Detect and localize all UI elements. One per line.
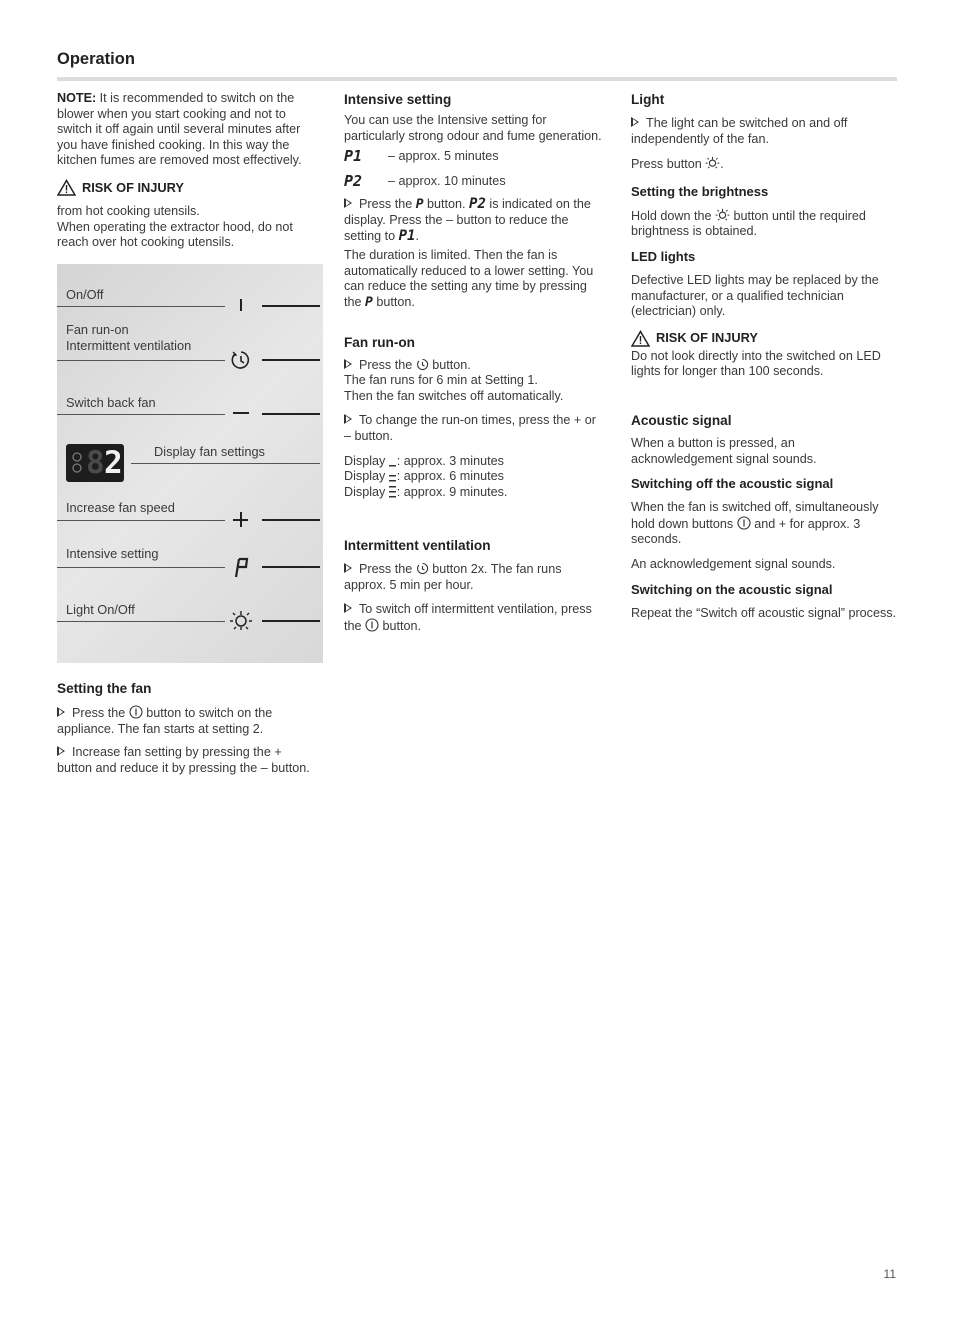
runon-1b: button.	[428, 357, 471, 372]
p2-code: P2	[344, 171, 363, 190]
display-timer-icon	[71, 451, 83, 475]
interm-title: Intermittent ventilation	[344, 538, 491, 554]
panel-label-intensive: Intensive setting	[66, 546, 159, 561]
runon-2: The fan runs for 6 min at Setting 1.	[344, 373, 538, 388]
warning-text-1: from hot cooking utensils.	[57, 203, 200, 218]
step-arrow-icon	[344, 603, 352, 613]
light-2b: .	[720, 157, 724, 172]
press-p-c: is indicated on the display. Press the – button to reduce the setting to	[344, 197, 591, 243]
step-arrow-icon	[631, 117, 639, 127]
p1-text: – approx. 5 minutes	[388, 149, 499, 164]
step-arrow-icon	[344, 359, 352, 369]
warning-title: RISK OF INJURY	[82, 179, 184, 195]
light-icon	[705, 155, 720, 170]
display-word: Display	[344, 469, 389, 484]
panel-line	[57, 414, 225, 415]
minus-button-icon[interactable]	[233, 412, 249, 414]
runon-1a: Press the	[359, 357, 416, 372]
acoustic-off-text	[631, 500, 897, 548]
interm-1a: Press the	[359, 562, 416, 577]
display-line-2	[344, 469, 604, 485]
p2-text: – approx. 10 minutes	[388, 173, 506, 188]
led-text: Defective LED lights may be replaced by the manufacturer, or a qualified technician (electrician) only.	[631, 272, 879, 319]
runon-3: Then the fan switches off automatically.	[344, 388, 564, 403]
display-indicator-icons	[71, 451, 83, 475]
display-seg-2-icon	[389, 470, 397, 482]
column-3	[631, 91, 897, 621]
note-paragraph	[57, 91, 319, 169]
warning-text-2: When operating the extractor hood, do not reach over hot cooking utensils.	[57, 219, 293, 250]
p1-row	[344, 149, 604, 165]
page-title: Operation	[57, 50, 135, 68]
step-arrow-icon	[57, 746, 65, 756]
panel-line-dark	[262, 620, 320, 622]
press-p-a: Press the	[359, 197, 416, 212]
fan-display	[66, 444, 124, 482]
panel-label-light: Light On/Off	[66, 602, 135, 617]
setting-fan-step-2	[57, 745, 319, 776]
runon-title: Fan run-on	[344, 334, 415, 350]
interm-step-2	[344, 602, 604, 634]
display-word: Display	[344, 484, 389, 499]
interm-step-1	[344, 562, 604, 593]
p2-code-inline: P2	[469, 196, 486, 213]
runon-step-4	[344, 413, 604, 444]
setting-fan-title: Setting the fan	[57, 681, 152, 696]
display-digit: 2	[104, 445, 123, 481]
panel-line-dark	[262, 519, 320, 521]
acoustic-title: Acoustic signal	[631, 412, 732, 428]
light-title: Light	[631, 92, 665, 107]
led-title: LED lights	[631, 248, 696, 264]
interm-2a: To switch off intermittent ventilation, press the	[344, 602, 592, 634]
panel-label-intermittent: Intermittent ventilation	[66, 338, 192, 353]
display-1: : approx. 3 minutes	[396, 453, 504, 468]
duration-text-b: button.	[372, 294, 415, 309]
runon-4: To change the run-on times, press the + or – button.	[344, 413, 596, 443]
brightness-title: Setting the brightness	[631, 183, 769, 199]
setting-fan-step-1a: Press the	[72, 706, 129, 720]
panel-line	[131, 463, 320, 464]
panel-line-dark	[262, 413, 320, 415]
press-p-b: button.	[423, 197, 470, 212]
panel-label-on-off: On/Off	[66, 287, 104, 302]
runon-step-1	[344, 358, 604, 374]
display-word: Display	[344, 453, 389, 468]
panel-label-switch-back: Switch back fan	[66, 395, 156, 410]
interm-1b: button 2x. The fan runs approx. 5 min per hour.	[344, 562, 562, 592]
light-2	[631, 155, 897, 173]
display-3: : approx. 9 minutes.	[396, 484, 508, 499]
page-number: 11	[883, 1267, 896, 1281]
display-line-1	[344, 454, 604, 470]
title-rule	[57, 77, 897, 81]
p2-row	[344, 171, 604, 190]
on-off-button-icon[interactable]	[240, 299, 242, 311]
off-a: When the fan is switched off, simultaneously hold down buttons	[631, 500, 879, 531]
display-seg-1-icon	[389, 455, 397, 467]
p1-code-inline: P1	[398, 227, 416, 244]
duration-paragraph	[344, 248, 604, 310]
warning-icon	[631, 330, 650, 347]
brightness-text	[631, 207, 897, 240]
press-p-paragraph	[344, 197, 604, 244]
p1-code: P1	[344, 147, 363, 166]
setting-fan-step-1b: button to switch on the appliance. The fan starts at setting 2.	[57, 706, 273, 736]
panel-label-display: Display fan settings	[154, 444, 265, 459]
panel-line-dark	[262, 566, 320, 568]
panel-line	[57, 306, 225, 307]
duration-text-a: The duration is limited. Then the fan is automatically reduced to a lower setting. You can reduce the setting any time by pressing the	[344, 248, 594, 309]
panel-line-dark	[262, 305, 320, 307]
column-2	[344, 91, 604, 635]
press-p-d: .	[415, 228, 419, 243]
intensive-text: You can use the Intensive setting for particularly strong odour and fume generation.	[344, 113, 602, 143]
step-arrow-icon	[57, 707, 65, 717]
column-1	[57, 91, 319, 251]
brightness-b: button until the required brightness is obtained.	[631, 208, 866, 239]
p-code: P	[415, 197, 424, 213]
panel-line-dark	[262, 359, 320, 361]
acoustic-off-title: Switching off the acoustic signal	[631, 476, 834, 492]
panel-line	[57, 360, 225, 361]
note-text: It is recommended to switch on the blower when you start cooking and not to switch it off again until several minutes after you have finished cooking. In this way the kitchen fumes are removed most effectively.	[57, 91, 302, 168]
display-digit-off: 8	[86, 445, 105, 481]
off-b: and + for approx. 3 seconds.	[631, 516, 861, 547]
intensive-title: Intensive setting	[344, 92, 452, 107]
warning-title-2: RISK OF INJURY	[656, 330, 758, 346]
brightness-a: Hold down the	[631, 208, 716, 223]
plus-button-icon-vertical	[240, 512, 242, 527]
step-arrow-icon	[344, 198, 352, 208]
display-2: : approx. 6 minutes	[396, 469, 504, 484]
control-panel	[57, 264, 323, 663]
warning-icon	[57, 179, 76, 196]
light-2a: Press button	[631, 157, 706, 172]
panel-label-increase: Increase fan speed	[66, 500, 175, 515]
light-1: The light can be switched on and off independently of the fan.	[631, 116, 848, 146]
step-arrow-icon	[344, 414, 352, 424]
acoustic-on-text: Repeat the “Switch off acoustic signal” process.	[631, 605, 897, 620]
interm-2b: button.	[379, 619, 422, 634]
panel-line	[57, 520, 225, 521]
ack-text: An acknowledgement signal sounds.	[631, 556, 836, 571]
panel-label-fan-run-on: Fan run-on	[66, 322, 129, 337]
warning-heading-2	[631, 330, 897, 347]
acoustic-on-title: Switching on the acoustic signal	[631, 581, 833, 597]
light-button-icon[interactable]	[229, 608, 253, 632]
acoustic-text: When a button is pressed, an acknowledgement signal sounds.	[631, 435, 817, 466]
panel-line	[57, 621, 225, 622]
setting-fan-section	[57, 680, 319, 776]
setting-fan-step-1	[57, 705, 319, 737]
timer-button-icon[interactable]	[230, 349, 252, 371]
display-line-3	[344, 485, 604, 501]
warning-text-3: Do not look directly into the switched on LED lights for longer than 100 seconds.	[631, 348, 881, 379]
light-step-1	[631, 116, 897, 147]
power-icon	[365, 618, 379, 632]
warning-heading	[57, 179, 319, 196]
step-arrow-icon	[344, 563, 352, 573]
intensive-p-button-icon[interactable]	[233, 557, 249, 579]
timer-icon	[416, 562, 429, 575]
power-icon	[737, 516, 751, 530]
power-icon	[129, 705, 143, 719]
light-icon	[715, 207, 730, 222]
timer-icon	[416, 358, 429, 371]
setting-fan-step-2-text: Increase fan setting by pressing the + button and reduce it by pressing the – button.	[57, 745, 310, 775]
display-seg-3-icon	[389, 486, 397, 498]
p-code-inline: P	[365, 294, 373, 310]
note-label: NOTE:	[57, 91, 97, 105]
panel-line	[57, 567, 225, 568]
